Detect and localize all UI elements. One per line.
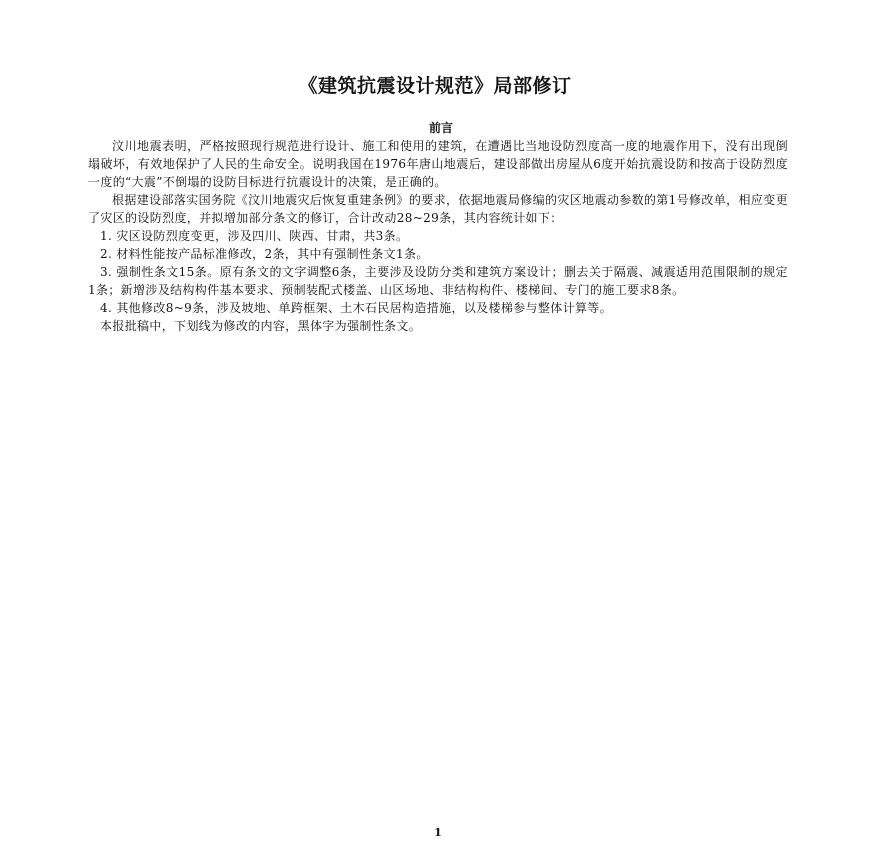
list-item: 1. 灾区设防烈度变更，涉及四川、陕西、甘肃，共3条。: [100, 229, 409, 243]
section-heading-preface: 前言: [428, 121, 453, 135]
preface-body: [88, 137, 788, 335]
paragraph: 汶川地震表明，严格按照现行规范进行设计、施工和使用的建筑，在遭遇比当地设防烈度高一度的地震作用下，没有出现倒塌破坏，有效地保护了人民的生命安全。说明我国在1976年唐山地震后，建设部做出房屋从6度开始抗震设防和按高于设防烈度一度的“大震”不倒塌的设防目标进行抗震设计的决策，是正确的。: [88, 139, 788, 189]
list-item: 2. 材料性能按产品标准修改，2条，其中有强制性条文1条。: [100, 247, 429, 261]
document-title: 《建筑抗震设计规范》局部修订: [298, 75, 572, 97]
list-item: 4. 其他修改8~9条，涉及坡地、单跨框架、土木石民居构造措施，以及楼梯参与整体计算等。: [100, 301, 612, 315]
page-number: 1: [434, 826, 442, 839]
paragraph: 根据建设部落实国务院《汶川地震灾后恢复重建条例》的要求，依据地震局修编的灾区地震动参数的第1号修改单，相应变更了灾区的设防烈度，并拟增加部分条文的修订，合计改动28~29条，其内容统计如下：: [88, 193, 788, 225]
closing-note: 本报批稿中，下划线为修改的内容，黑体字为强制性条文。: [100, 319, 422, 333]
list-item: 3. 强制性条文15条。原有条文的文字调整6条，主要涉及设防分类和建筑方案设计；删去关于隔震、减震适用范围限制的规定1条；新增涉及结构构件基本要求、预制装配式楼盖、山区场地、非结构构件、楼梯间、专门的施工要求8条。: [88, 265, 788, 297]
